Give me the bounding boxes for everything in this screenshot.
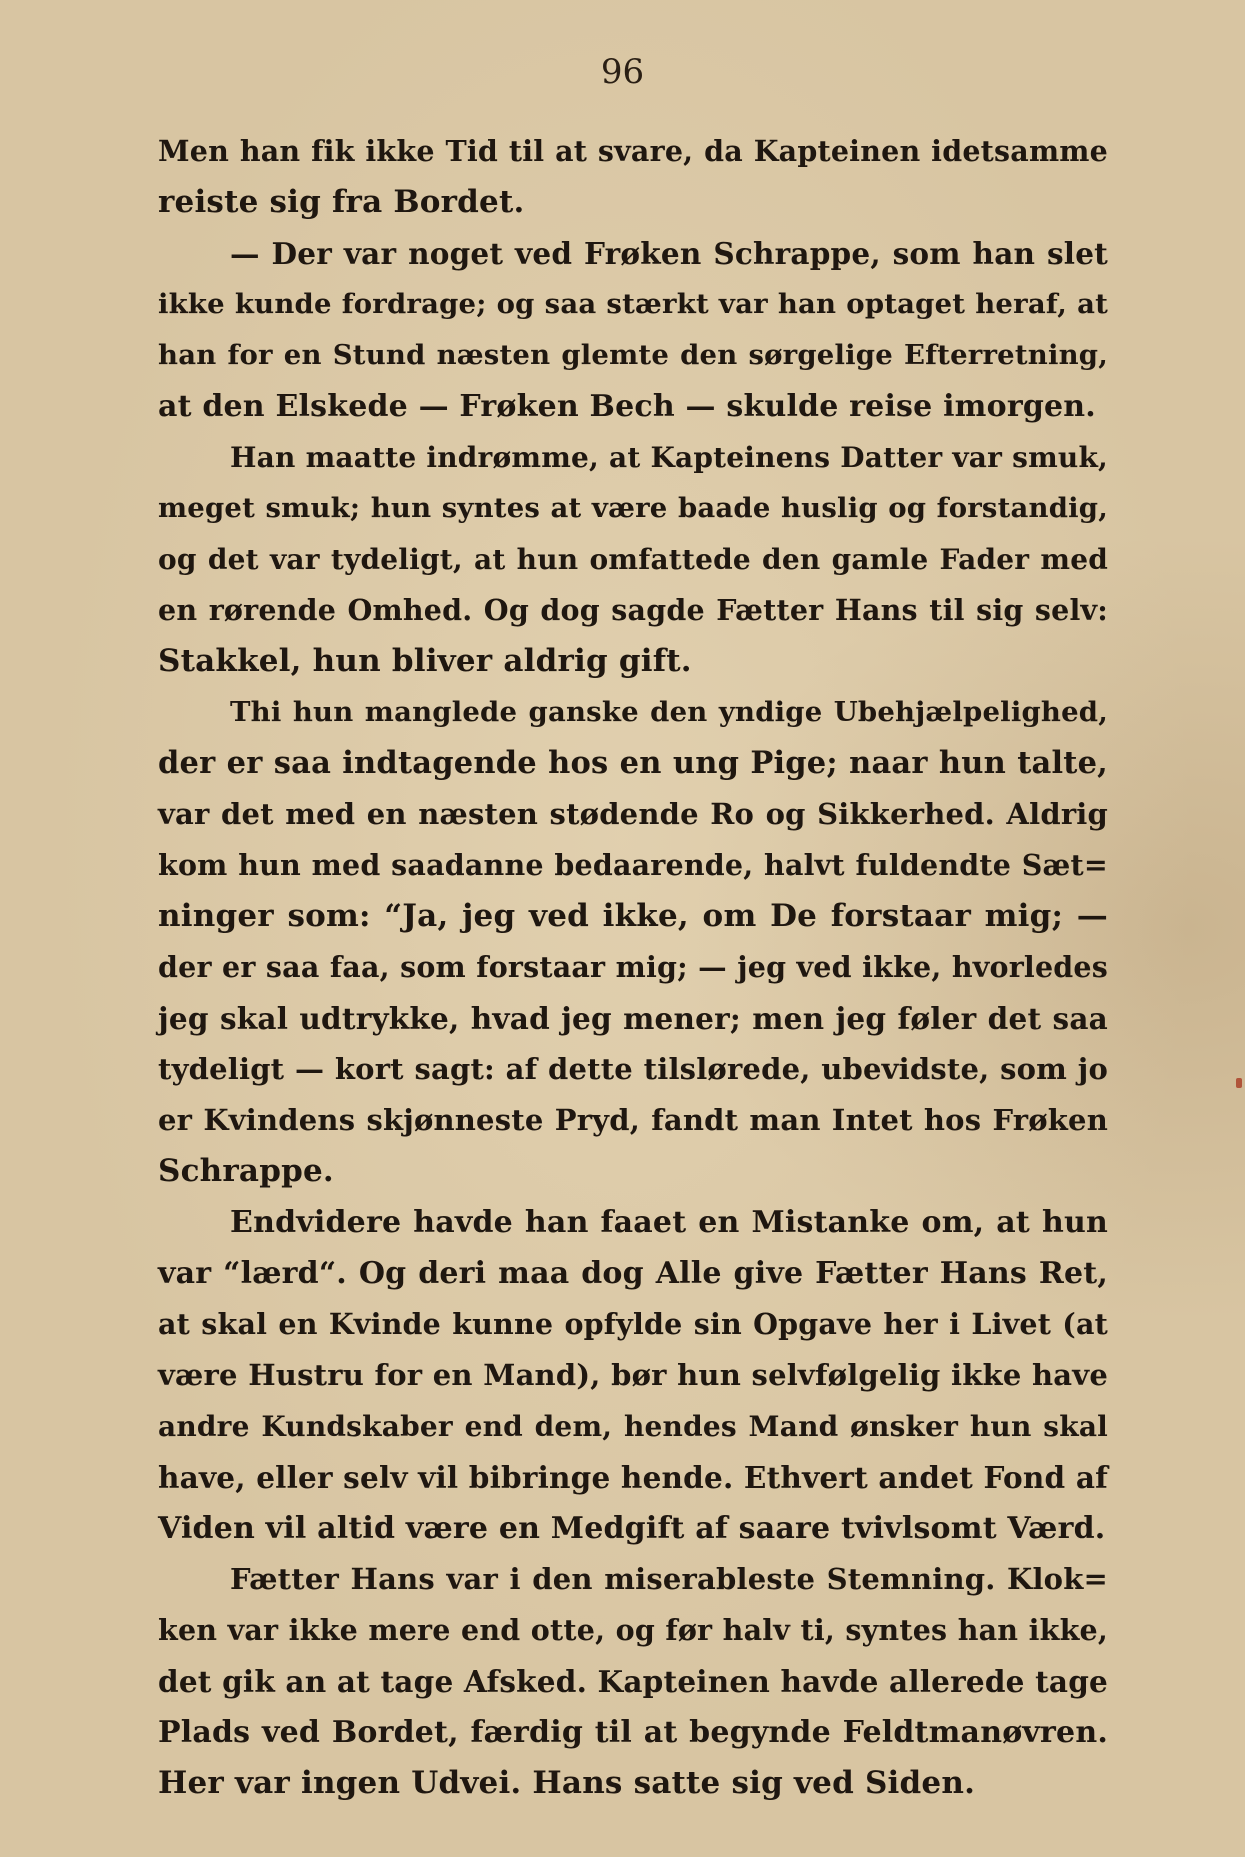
text-line: var det med en næsten stødende Ro og Sikkerhed. Aldrig	[158, 797, 1108, 831]
text-line: Thi hun manglede ganske den yndige Ubehjælpelighed,	[230, 696, 1108, 728]
text-line: at skal en Kvinde kunne opfylde sin Opgave her i Livet (at	[158, 1307, 1108, 1341]
page-text	[158, 126, 1108, 1809]
text-line: og det var tydeligt, at hun omfattede den gamle Fader med	[158, 543, 1108, 576]
text-line: — Der var noget ved Frøken Schrappe, som han slet	[230, 236, 1108, 271]
text-line: Viden vil altid være en Medgift af saare tvivlsomt Værd.	[158, 1511, 1106, 1546]
text-line: der er saa indtagende hos en ung Pige; naar hun talte,	[158, 745, 1108, 781]
text-line: Her var ingen Udvei. Hans satte sig ved Siden.	[158, 1765, 976, 1801]
text-line: være Hustru for en Mand), bør hun selvfølgelig ikke have	[158, 1358, 1108, 1392]
text-line: kom hun med saadanne bedaarende, halvt fuldendte Sæt=	[158, 848, 1108, 882]
text-line: jeg skal udtrykke, hvad jeg mener; men jeg føler det saa	[158, 1001, 1108, 1036]
text-line: var “lærd“. Og deri maa dog Alle give Fætter Hans Ret,	[158, 1256, 1108, 1291]
text-line: meget smuk; hun syntes at være baade huslig og forstandig,	[158, 492, 1108, 524]
text-line: ninger som: “Ja, jeg ved ikke, om De forstaar mig; —	[158, 898, 1108, 934]
text-line: Stakkel, hun bliver aldrig gift.	[158, 643, 692, 679]
text-line: er Kvindens skjønneste Pryd, fandt man Intet hos Frøken	[158, 1103, 1108, 1137]
text-line: det gik an at tage Afsked. Kapteinen havde allerede tage	[158, 1664, 1109, 1699]
paper-edge-mark	[1236, 1078, 1242, 1088]
text-line: Endvidere havde han faaet en Mistanke om, at hun	[230, 1205, 1108, 1240]
text-line: tydeligt — kort sagt: af dette tilslørede, ubevidste, som jo	[158, 1052, 1108, 1086]
text-line: Plads ved Bordet, færdig til at begynde Feldtmanøvren.	[158, 1715, 1108, 1750]
text-line: reiste sig fra Bordet.	[158, 184, 525, 220]
page-number: 96	[600, 52, 645, 92]
text-line: Fætter Hans var i den miserableste Stemning. Klok=	[230, 1562, 1108, 1596]
text-line: Schrappe.	[158, 1153, 334, 1189]
text-line: han for en Stund næsten glemte den sørgelige Efterretning,	[158, 339, 1108, 371]
text-line: Han maatte indrømme, at Kapteinens Datter var smuk,	[230, 441, 1108, 474]
text-line: at den Elskede — Frøken Bech — skulde reise imorgen.	[158, 389, 1096, 424]
text-line: andre Kundskaber end dem, hendes Mand ønsker hun skal	[158, 1410, 1108, 1443]
text-line: der er saa faa, som forstaar mig; — jeg ved ikke, hvorledes	[158, 950, 1108, 984]
text-line: Men han fik ikke Tid til at svare, da Kapteinen idetsamme	[158, 134, 1108, 168]
text-line: en rørende Omhed. Og dog sagde Fætter Hans til sig selv:	[158, 593, 1108, 627]
text-line: ken var ikke mere end otte, og før halv ti, syntes han ikke,	[158, 1613, 1108, 1647]
text-line: have, eller selv vil bibringe hende. Ethvert andet Fond af	[158, 1460, 1109, 1495]
text-line: ikke kunde fordrage; og saa stærkt var han optaget heraf, at	[158, 288, 1108, 320]
